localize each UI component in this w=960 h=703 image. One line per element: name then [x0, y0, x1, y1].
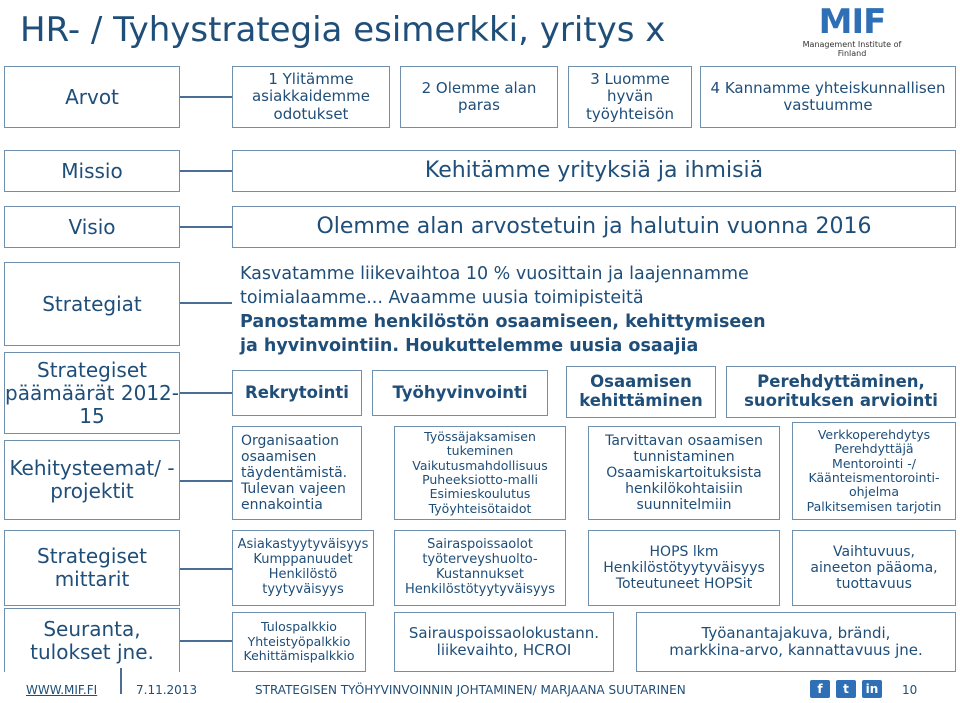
theme-box-2: Työssäjaksamisen tukeminen Vaikutusmahdollisuus Puheeksiotto-malli Esimieskoulutus Työyhteisötaidot — [394, 426, 566, 520]
strategy-line-2: toimialaamme... Avaamme uusia toimipisteitä — [240, 288, 644, 308]
row-label-kehitysteemat: Kehitysteemat/ -projektit — [4, 440, 180, 520]
row-label-missio: Missio — [4, 150, 180, 192]
connector-mittarit — [180, 568, 232, 570]
footer-date: 7.11.2013 — [136, 683, 198, 697]
mif-logo: MIF Management Institute of Finland — [802, 2, 902, 58]
followup-box-1: Tulospalkkio Yhteistyöpalkkio Kehittämispalkkio — [232, 612, 366, 672]
goal-box-3: Osaamisen kehittäminen — [566, 366, 716, 418]
mission-box: Kehitämme yrityksiä ja ihmisiä — [232, 150, 956, 192]
row-label-seuranta: Seuranta, tulokset jne. — [4, 608, 180, 672]
page-title: HR- / Tyhystrategia esimerkki, yritys x — [20, 10, 666, 50]
connector-strategiat — [180, 302, 232, 304]
metric-box-3: HOPS lkm Henkilöstötyytyväisyys Toteutuneet HOPSit — [588, 530, 780, 606]
connector-seuranta — [180, 640, 232, 642]
row-label-paamaarat: Strategiset päämäärät 2012-15 — [4, 352, 180, 434]
theme-box-1: Organisaation osaamisen täydentämistä. Tulevan vajeen ennakointia — [232, 426, 362, 520]
goal-box-4: Perehdyttäminen, suorituksen arviointi — [726, 366, 956, 418]
connector-footer-divider — [120, 668, 122, 694]
theme-box-4: Verkkoperehdytys Perehdyttäjä Mentorointi -/ Käänteismentorointi-ohjelma Palkitsemisen tarjotin — [792, 422, 956, 520]
row-label-visio: Visio — [4, 206, 180, 248]
strategy-line-1: Kasvatamme liikevaihtoa 10 % vuosittain ja laajennamme — [240, 264, 749, 284]
row-label-mittarit: Strategiset mittarit — [4, 530, 180, 606]
value-box-2: 2 Olemme alan paras — [400, 66, 558, 128]
value-box-3: 3 Luomme hyvän työyhteisön — [568, 66, 692, 128]
followup-box-2: Sairauspoissaolokustann. liikevaihto, HCROI — [394, 612, 614, 672]
metric-box-4: Vaihtuvuus, aineeton pääoma, tuottavuus — [792, 530, 956, 606]
strategy-line-3: Panostamme henkilöstön osaamiseen, kehittymiseen — [240, 312, 766, 332]
linkedin-icon[interactable]: in — [862, 680, 882, 698]
facebook-icon[interactable]: f — [810, 680, 830, 698]
metric-box-1: Asiakastyytyväisyys Kumppanuudet Henkilöstö tyytyväisyys — [232, 530, 374, 606]
metric-box-2: Sairaspoissaolot työterveyshuolto- Kustannukset Henkilöstötyytyväisyys — [394, 530, 566, 606]
followup-box-3: Työanantajakuva, brändi, markkina-arvo, kannattavuus jne. — [636, 612, 956, 672]
value-box-4: 4 Kannamme yhteiskunnallisen vastuumme — [700, 66, 956, 128]
twitter-icon[interactable]: t — [836, 680, 856, 698]
footer-text: STRATEGISEN TYÖHYVINVOINNIN JOHTAMINEN/ MARJAANA SUUTARINEN — [255, 683, 686, 697]
vision-box: Olemme alan arvostetuin ja halutuin vuonna 2016 — [232, 206, 956, 248]
row-label-arvot: Arvot — [4, 66, 180, 128]
row-label-strategiat: Strategiat — [4, 262, 180, 346]
strategy-text — [240, 262, 956, 358]
connector-kehitysteemat — [180, 480, 232, 482]
goal-box-1: Rekrytointi — [232, 370, 362, 416]
goal-box-2: Työhyvinvointi — [372, 370, 548, 416]
page-number: 10 — [902, 683, 918, 697]
connector-arvot — [180, 96, 232, 98]
footer-url[interactable]: WWW.MIF.FI — [26, 683, 98, 697]
connector-visio — [180, 226, 232, 228]
value-box-1: 1 Ylitämme asiakkaidemme odotukset — [232, 66, 390, 128]
connector-missio — [180, 170, 232, 172]
strategy-line-4: ja hyvinvointiin. Houkuttelemme uusia osaajia — [240, 336, 699, 356]
connector-paamaarat — [180, 392, 232, 394]
theme-box-3: Tarvittavan osaamisen tunnistaminen Osaamiskartoituksista henkilökohtaisiin suunnitelmiin — [588, 426, 780, 520]
